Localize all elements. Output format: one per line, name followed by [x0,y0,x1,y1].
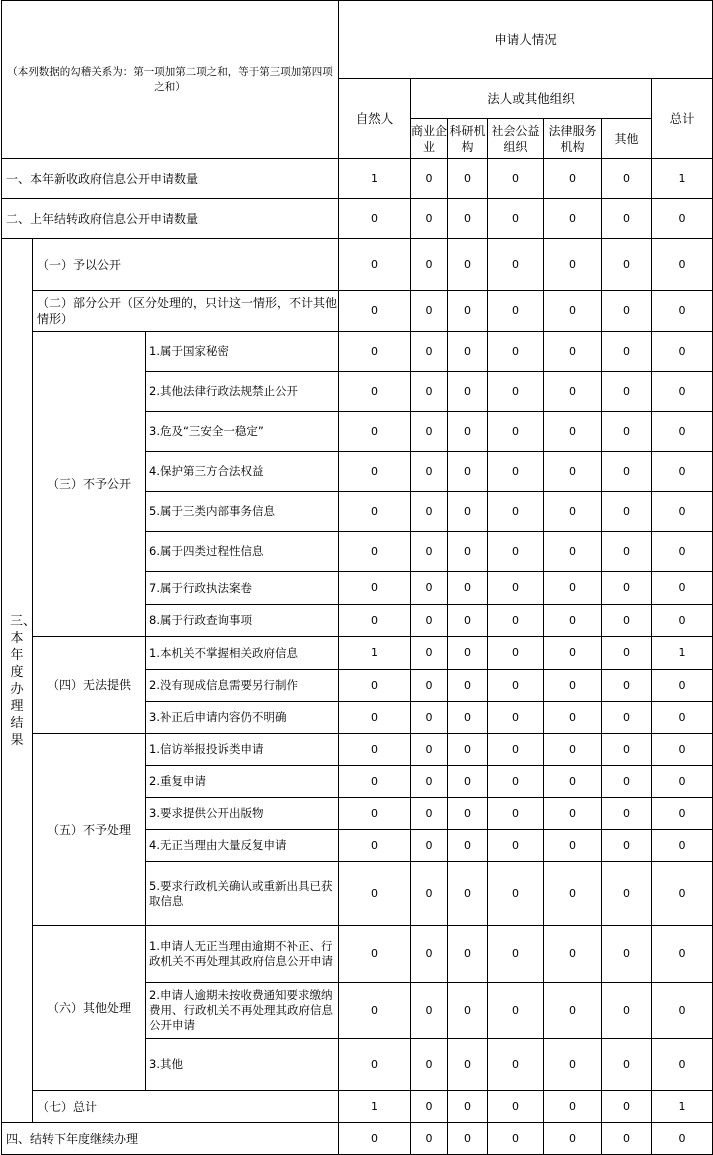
value-cell: 0 [544,670,602,702]
table-row [2,1123,713,1155]
value-cell: 0 [339,452,411,492]
value-cell: 0 [339,532,411,572]
value-cell: 0 [652,830,713,862]
header-applicant-situation: 申请人情况 [339,1,713,79]
value-cell: 0 [411,239,448,291]
table-note: （本列数据的勾稽关系为：第一项加第二项之和，等于第三项加第四项之和） [2,1,339,159]
value-cell: 0 [448,637,488,670]
row-label: （一）予以公开 [33,239,339,291]
value-cell: 0 [602,532,652,572]
value-cell: 0 [339,332,411,372]
row-label: 二、上年结转政府信息公开申请数量 [2,199,339,239]
value-cell: 0 [411,983,448,1039]
value-cell: 0 [488,734,544,766]
value-cell: 0 [339,670,411,702]
value-cell: 0 [448,532,488,572]
value-cell: 0 [448,291,488,332]
table-row [2,1091,713,1123]
government-info-disclosure-table [1,0,713,1155]
value-cell: 0 [411,412,448,452]
value-cell: 0 [652,702,713,734]
value-cell: 0 [339,605,411,637]
value-cell: 0 [488,291,544,332]
value-cell: 0 [602,766,652,798]
header-natural-person: 自然人 [339,79,411,159]
value-cell: 0 [602,332,652,372]
sub-row-label: 3.要求提供公开出版物 [146,798,339,830]
sub-row-label: 2.没有现成信息需要另行制作 [146,670,339,702]
value-cell: 0 [544,572,602,605]
value-cell: 0 [339,1123,411,1155]
value-cell: 0 [602,1091,652,1123]
value-cell: 0 [488,1123,544,1155]
value-cell: 0 [411,798,448,830]
value-cell: 0 [488,532,544,572]
value-cell: 0 [339,239,411,291]
value-cell: 0 [411,702,448,734]
value-cell: 0 [602,605,652,637]
value-cell: 0 [544,291,602,332]
table-row [2,926,713,983]
value-cell: 0 [652,199,713,239]
sub-row-label: 5.要求行政机关确认或重新出具已获取信息 [146,862,339,926]
value-cell: 0 [488,926,544,983]
value-cell: 0 [544,830,602,862]
value-cell: 0 [488,605,544,637]
value-cell: 0 [411,862,448,926]
value-cell: 0 [544,926,602,983]
sub-row-label: 4.无正当理由大量反复申请 [146,830,339,862]
value-cell: 0 [488,199,544,239]
value-cell: 1 [652,1091,713,1123]
value-cell: 0 [488,798,544,830]
value-cell: 0 [652,452,713,492]
value-cell: 0 [339,199,411,239]
value-cell: 0 [339,572,411,605]
group-not-processed: （五）不予处理 [33,734,146,926]
value-cell: 0 [448,798,488,830]
value-cell: 0 [448,670,488,702]
value-cell: 0 [652,926,713,983]
value-cell: 0 [544,798,602,830]
value-cell: 0 [544,492,602,532]
sub-row-label: 5.属于三类内部事务信息 [146,492,339,532]
sub-row-label: 3.补正后申请内容仍不明确 [146,702,339,734]
value-cell: 0 [602,239,652,291]
value-cell: 0 [544,1039,602,1091]
group-not-disclosed: （三）不予公开 [33,332,146,637]
value-cell: 0 [652,412,713,452]
value-cell: 0 [652,766,713,798]
section-three-text: 三、本年度办理结果 [10,613,37,748]
value-cell: 0 [652,532,713,572]
row-label: 四、结转下年度继续办理 [2,1123,339,1155]
value-cell: 0 [544,702,602,734]
value-cell: 0 [411,572,448,605]
table-row [2,332,713,372]
value-cell: 0 [448,239,488,291]
value-cell: 0 [411,926,448,983]
value-cell: 0 [488,159,544,199]
value-cell: 0 [411,1123,448,1155]
value-cell: 0 [544,532,602,572]
value-cell: 0 [448,332,488,372]
value-cell: 0 [339,862,411,926]
value-cell: 0 [339,702,411,734]
value-cell: 1 [339,159,411,199]
value-cell: 0 [652,605,713,637]
value-cell: 0 [488,637,544,670]
group-other-processing: （六）其他处理 [33,926,146,1091]
value-cell: 0 [411,532,448,572]
header-legal-service: 法律服务机构 [544,119,602,159]
value-cell: 0 [652,291,713,332]
sub-row-label: 2.申请人逾期未按收费通知要求缴纳费用、行政机关不再处理其政府信息公开申请 [146,983,339,1039]
value-cell: 0 [602,291,652,332]
sub-row-label: 2.其他法律行政法规禁止公开 [146,372,339,412]
value-cell: 0 [544,1123,602,1155]
value-cell: 0 [602,670,652,702]
value-cell: 0 [602,159,652,199]
value-cell: 0 [544,412,602,452]
value-cell: 0 [339,766,411,798]
sub-row-label: 4.保护第三方合法权益 [146,452,339,492]
value-cell: 0 [488,862,544,926]
value-cell: 0 [448,605,488,637]
value-cell: 0 [448,926,488,983]
sub-row-label: 6.属于四类过程性信息 [146,532,339,572]
value-cell: 0 [339,1039,411,1091]
row-label: 一、本年新收政府信息公开申请数量 [2,159,339,199]
value-cell: 0 [652,670,713,702]
value-cell: 0 [411,605,448,637]
value-cell: 0 [488,1039,544,1091]
value-cell: 0 [339,372,411,412]
value-cell: 0 [652,798,713,830]
value-cell: 0 [488,572,544,605]
row-label: （二）部分公开（区分处理的，只计这一情形，不计其他情形） [33,291,339,332]
value-cell: 0 [544,199,602,239]
table-row [2,199,713,239]
value-cell: 0 [652,332,713,372]
value-cell: 0 [411,766,448,798]
value-cell: 0 [544,452,602,492]
header-legal-org: 法人或其他组织 [411,79,652,119]
value-cell: 0 [339,798,411,830]
value-cell: 0 [411,492,448,532]
value-cell: 0 [488,766,544,798]
value-cell: 1 [652,637,713,670]
value-cell: 0 [448,159,488,199]
value-cell: 0 [652,372,713,412]
value-cell: 0 [602,372,652,412]
value-cell: 0 [652,983,713,1039]
value-cell: 0 [602,798,652,830]
section-three-label [2,239,37,1123]
value-cell: 0 [652,1123,713,1155]
value-cell: 0 [488,332,544,372]
value-cell: 0 [488,239,544,291]
value-cell: 1 [339,637,411,670]
value-cell: 0 [602,199,652,239]
value-cell: 0 [652,239,713,291]
value-cell: 0 [488,492,544,532]
value-cell: 0 [602,452,652,492]
sub-row-label: 3.其他 [146,1039,339,1091]
value-cell: 0 [602,983,652,1039]
header-commercial: 商业企业 [411,119,448,159]
value-cell: 0 [488,412,544,452]
value-cell: 0 [448,766,488,798]
value-cell: 0 [602,572,652,605]
value-cell: 0 [339,830,411,862]
header-research: 科研机构 [448,119,488,159]
value-cell: 0 [448,572,488,605]
value-cell: 0 [488,702,544,734]
sub-row-label: 3.危及“三安全一稳定” [146,412,339,452]
value-cell: 0 [411,332,448,372]
value-cell: 0 [544,983,602,1039]
value-cell: 0 [339,983,411,1039]
value-cell: 0 [544,862,602,926]
header-social: 社会公益组织 [488,119,544,159]
value-cell: 0 [602,1123,652,1155]
table-row [2,734,713,766]
value-cell: 0 [652,1039,713,1091]
value-cell: 0 [411,830,448,862]
value-cell: 0 [544,1091,602,1123]
value-cell: 0 [411,734,448,766]
value-cell: 0 [544,372,602,412]
row-label: （七）总计 [33,1091,339,1123]
value-cell: 0 [544,766,602,798]
value-cell: 0 [411,637,448,670]
value-cell: 1 [339,1091,411,1123]
header-total: 总计 [652,79,713,159]
value-cell: 0 [411,1091,448,1123]
sub-row-label: 2.重复申请 [146,766,339,798]
value-cell: 0 [488,452,544,492]
value-cell: 0 [448,983,488,1039]
value-cell: 0 [448,862,488,926]
value-cell: 0 [411,199,448,239]
sub-row-label: 1.申请人无正当理由逾期不补正、行政机关不再处理其政府信息公开申请 [146,926,339,983]
value-cell: 0 [544,239,602,291]
value-cell: 0 [602,412,652,452]
value-cell: 0 [652,492,713,532]
value-cell: 0 [602,862,652,926]
value-cell: 0 [448,1123,488,1155]
value-cell: 0 [448,452,488,492]
value-cell: 0 [488,670,544,702]
value-cell: 0 [339,734,411,766]
value-cell: 0 [411,452,448,492]
value-cell: 0 [411,1039,448,1091]
value-cell: 0 [448,702,488,734]
value-cell: 0 [488,372,544,412]
value-cell: 0 [448,492,488,532]
value-cell: 0 [652,734,713,766]
value-cell: 0 [602,1039,652,1091]
value-cell: 0 [339,412,411,452]
value-cell: 0 [544,332,602,372]
sub-row-label: 8.属于行政查询事项 [146,605,339,637]
value-cell: 0 [411,372,448,412]
header-other: 其他 [602,119,652,159]
value-cell: 0 [448,734,488,766]
value-cell: 0 [544,159,602,199]
value-cell: 0 [488,830,544,862]
table-row [2,239,713,291]
value-cell: 0 [602,492,652,532]
value-cell: 0 [339,492,411,532]
value-cell: 0 [544,734,602,766]
value-cell: 0 [652,862,713,926]
value-cell: 0 [602,637,652,670]
value-cell: 0 [602,702,652,734]
value-cell: 0 [602,734,652,766]
value-cell: 0 [488,983,544,1039]
value-cell: 0 [339,291,411,332]
value-cell: 0 [339,926,411,983]
value-cell: 0 [652,572,713,605]
table-row [2,159,713,199]
value-cell: 0 [602,830,652,862]
value-cell: 0 [488,1091,544,1123]
value-cell: 0 [602,926,652,983]
value-cell: 0 [448,1091,488,1123]
value-cell: 0 [411,159,448,199]
value-cell: 0 [448,199,488,239]
value-cell: 0 [411,291,448,332]
value-cell: 0 [448,830,488,862]
table-row [2,637,713,670]
value-cell: 0 [448,372,488,412]
value-cell: 0 [544,637,602,670]
sub-row-label: 1.本机关不掌握相关政府信息 [146,637,339,670]
table-row [2,291,713,332]
group-unable-to-provide: （四）无法提供 [33,637,146,734]
sub-row-label: 1.信访举报投诉类申请 [146,734,339,766]
value-cell: 0 [544,605,602,637]
sub-row-label: 7.属于行政执法案卷 [146,572,339,605]
value-cell: 0 [448,1039,488,1091]
value-cell: 0 [411,670,448,702]
value-cell: 0 [448,412,488,452]
value-cell: 1 [652,159,713,199]
sub-row-label: 1.属于国家秘密 [146,332,339,372]
